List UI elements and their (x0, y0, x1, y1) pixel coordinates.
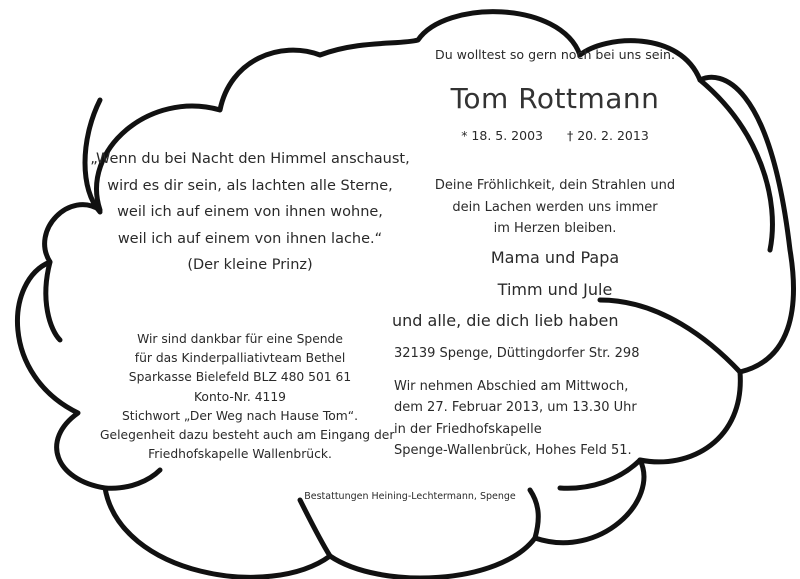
quote-line: wird es dir sein, als lachten alle Sterne, (107, 177, 393, 194)
motto-text: Du wolltest so gern noch bei uns sein. (435, 47, 675, 62)
quote-line: weil ich auf einem von ihnen lache.“ (117, 230, 383, 247)
farewell-line: Wir nehmen Abschied am Mittwoch, (394, 379, 629, 394)
farewell-line: dem 27. Februar 2013, um 13.30 Uhr (394, 400, 637, 416)
tribute-line: Deine Fröhlichkeit, dein Strahlen und (434, 178, 676, 193)
tribute-line: im Herzen bleiben. (493, 221, 617, 236)
donation-line: Konto-Nr. 4119 (193, 389, 287, 404)
family-address (394, 346, 694, 361)
motto (420, 47, 690, 62)
farewell-line: in der Friedhofskapelle (394, 421, 542, 437)
undertaker-text: Bestattungen Heining-Lechtermann, Spenge (304, 491, 516, 502)
family-all (392, 311, 632, 330)
family-line: Timm und Jule (497, 280, 613, 299)
donation-block (100, 330, 395, 464)
donation-line: Sparkasse Bielefeld BLZ 480 501 61 (128, 370, 352, 385)
undertaker-credit (280, 491, 540, 502)
quote-line: „Wenn du bei Nacht den Himmel anschaust, (90, 151, 410, 167)
quote-source: (Der kleine Prinz) (187, 257, 313, 273)
family-line: Mama und Papa (490, 248, 620, 267)
donation-line: Friedhofskapelle Wallenbrück. (148, 447, 332, 462)
family-siblings (440, 280, 670, 299)
farewell-line: Spenge-Wallenbrück, Hohes Feld 51. (394, 442, 632, 458)
donation-line: Wir sind dankbar für eine Spende (137, 332, 343, 346)
farewell-block (394, 376, 694, 461)
donation-line: Gelegenheit dazu besteht auch am Eingang der (100, 428, 395, 443)
death-date: † 20. 2. 2013 (566, 128, 649, 143)
address-text: 32139 Spenge, Düttingdorfer Str. 298 (394, 346, 640, 361)
life-dates (420, 128, 690, 143)
quote-block (90, 146, 410, 279)
donation-line: für das Kinderpalliativteam Bethel (134, 351, 346, 366)
birth-date: * 18. 5. 2003 (461, 128, 543, 143)
family-line: und alle, die dich lieb haben (392, 311, 619, 330)
quote-line: weil ich auf einem von ihnen wohne, (117, 204, 383, 220)
family-parents (440, 248, 670, 267)
deceased-name (400, 82, 710, 115)
donation-line: Stichwort „Der Weg nach Hause Tom“. (121, 408, 359, 423)
tribute-block (400, 175, 710, 240)
name-text: Tom Rottmann (450, 82, 660, 115)
tribute-line: dein Lachen werden uns immer (452, 199, 658, 215)
